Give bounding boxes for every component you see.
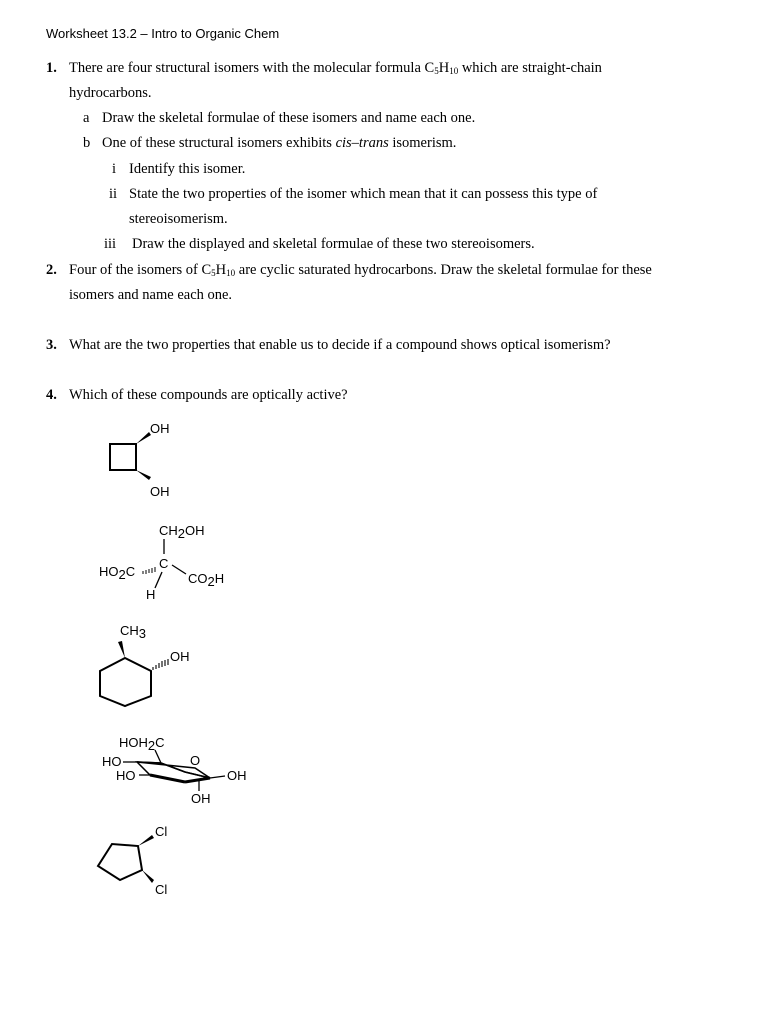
s3-ch3-label: CH3 xyxy=(120,623,147,641)
q1bi-label: i xyxy=(112,161,117,177)
s2-hooc-label: HO2C xyxy=(99,564,136,582)
s4-o-label: O xyxy=(190,753,201,768)
q1bii-label: ii xyxy=(109,186,118,202)
q1b-pre: One of these structural isomers exhibits xyxy=(102,135,336,151)
s5-wedge-top xyxy=(138,835,154,846)
q1-number: 1. xyxy=(46,60,57,76)
q4-number: 4. xyxy=(46,387,57,403)
s3-hashed-bond xyxy=(153,659,168,670)
q4-text: Which of these compounds are optically active? xyxy=(69,387,348,403)
s4-ho1-label: HO xyxy=(102,754,122,769)
q1-line1-post: which are straight-chain xyxy=(458,60,602,76)
q2-formula-sub1: 5 xyxy=(211,268,216,278)
q1-formula-h: H xyxy=(438,60,450,76)
s2-co2h-label: CO2H xyxy=(188,571,225,589)
q2-number: 2. xyxy=(46,262,57,278)
q1-line1-pre: There are four structural isomers with the molecular formula C xyxy=(69,60,435,76)
s4-oh-right-label: OH xyxy=(227,768,247,783)
s4-bond-oh-right xyxy=(210,776,225,778)
q1bii-text2: stereoisomerism. xyxy=(129,211,228,227)
s4-oh-bottom-label: OH xyxy=(191,791,211,806)
q1-line2: hydrocarbons. xyxy=(69,85,152,101)
q2-formula-sub2: 10 xyxy=(226,268,236,278)
structure-pyranose xyxy=(95,730,265,810)
s2-ch2oh-label: CH2OH xyxy=(159,523,205,541)
s4-hoh2c-label: HOH2C xyxy=(119,735,165,753)
s1-oh-top: OH xyxy=(150,421,170,436)
cyclobutane-ring xyxy=(110,444,136,470)
s5-cl-top: Cl xyxy=(155,824,168,839)
structure-cyclobutanediol xyxy=(100,418,190,508)
q1biii-text: Draw the displayed and skeletal formulae of these two stereoisomers. xyxy=(132,236,535,252)
q1bii-text: State the two properties of the isomer which mean that it can possess this type of xyxy=(129,186,598,202)
s4-bond-ch2 xyxy=(155,750,161,763)
q1biii-label: iii xyxy=(104,236,117,252)
q3-number: 3. xyxy=(46,337,57,353)
s5-cl-bottom: Cl xyxy=(155,882,168,897)
s3-oh-label: OH xyxy=(170,649,190,664)
s2-hashed-bond xyxy=(143,567,155,574)
q1a-text: Draw the skeletal formulae of these isomers and name each one. xyxy=(102,110,476,126)
s5-wedge-bottom xyxy=(142,870,154,883)
s4-bold-edge-2 xyxy=(185,778,210,782)
q3-text: What are the two properties that enable us to decide if a compound shows optical isomerism? xyxy=(69,337,611,353)
q1b-label: b xyxy=(83,135,91,151)
q1a-label: a xyxy=(83,110,90,126)
wedge-bond-bottom xyxy=(136,470,151,480)
s2-bond-h xyxy=(155,572,162,588)
q1bi-text: Identify this isomer. xyxy=(129,161,246,177)
q1b-post: isomerism. xyxy=(388,135,457,151)
s2-bond-right xyxy=(172,565,186,574)
q1-line1 xyxy=(69,60,602,77)
s2-center-c: C xyxy=(159,556,169,571)
q1b-italic: cis–trans xyxy=(335,135,389,151)
s4-ho2-label: HO xyxy=(116,768,136,783)
s3-wedge-ch3 xyxy=(118,641,125,658)
worksheet-title: Worksheet 13.2 – Intro to Organic Chem xyxy=(46,26,280,41)
cyclopentane-ring xyxy=(98,844,142,880)
q2-formula-h: H xyxy=(215,262,227,278)
structure-dichlorocyclopentane xyxy=(92,822,192,902)
s2-h-label: H xyxy=(146,587,156,602)
q1-formula-sub1: 5 xyxy=(434,66,439,76)
s1-oh-bottom: OH xyxy=(150,484,170,499)
q2-line1 xyxy=(69,262,652,279)
q2-line1-post: are cyclic saturated hydrocarbons. Draw the skeletal formulae for these xyxy=(235,262,652,278)
q2-line2: isomers and name each one. xyxy=(69,287,233,303)
s4-bold-edge-1 xyxy=(150,775,185,782)
q1b-text xyxy=(102,135,456,152)
structure-methylcyclohexanol xyxy=(90,620,200,710)
q1-formula-sub2: 10 xyxy=(449,66,459,76)
q2-line1-pre: Four of the isomers of C xyxy=(69,262,212,278)
structure-chiral-carbon xyxy=(95,518,245,608)
cyclohexane-ring xyxy=(100,658,151,706)
wedge-bond-top xyxy=(136,432,151,444)
